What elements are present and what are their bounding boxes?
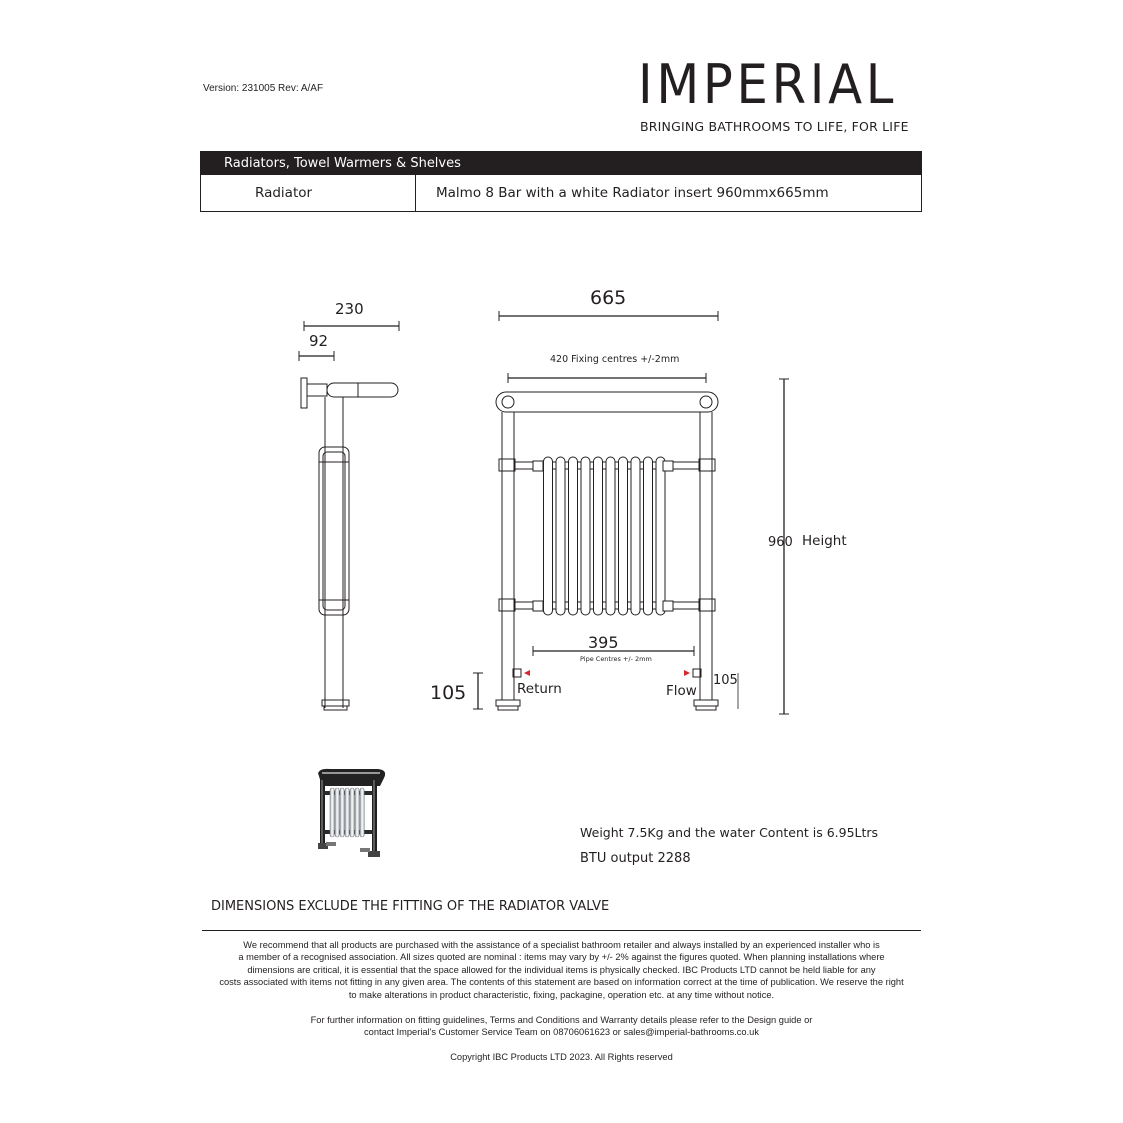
- thumbnail-column: [360, 788, 364, 837]
- contact-line: contact Imperial's Customer Service Team on 08706061623 or sales@imperial-bathrooms.co.uk: [364, 1027, 759, 1038]
- side-view: [299, 321, 399, 710]
- thumbnail-column: [330, 788, 334, 837]
- left-floor-gap: 105: [430, 682, 467, 704]
- brand-logo-text: IMPERIAL: [638, 53, 898, 116]
- thumbnail-column: [340, 788, 344, 837]
- height-value: 960: [768, 535, 793, 550]
- radiator-column: [556, 457, 565, 615]
- pipe-centres-note: Pipe Centres +/- 2mm: [580, 655, 652, 663]
- depth-total-label: 230: [335, 300, 364, 318]
- thumbnail-column: [345, 788, 349, 837]
- height-label: Height: [802, 533, 847, 549]
- dimensions-notice: DIMENSIONS EXCLUDE THE FITTING OF THE RADIATOR VALVE: [211, 899, 610, 914]
- return-arrow-icon: [524, 670, 530, 676]
- radiator-column: [581, 457, 590, 615]
- thumbnail-column: [335, 788, 339, 837]
- radiator-column: [631, 457, 640, 615]
- thumbnail-column: [355, 788, 359, 837]
- contact-text: [160, 1014, 963, 1039]
- radiator-column: [606, 457, 615, 615]
- disclaimer-line: to make alterations in product characteristic, fixing, packagine, operation etc. at any time without notice.: [348, 989, 775, 1000]
- flow-arrow-icon: [684, 670, 690, 676]
- version-text: Version: 231005 Rev: A/AF: [203, 83, 324, 94]
- product-type: Radiator: [201, 175, 416, 212]
- depth-wall-label: 92: [309, 332, 329, 350]
- copyright-text: Copyright IBC Products LTD 2023. All Rights reserved: [450, 1052, 673, 1062]
- disclaimer-text: [160, 939, 963, 1001]
- thumbnail-column: [350, 788, 354, 837]
- fixing-centres-label: 420 Fixing centres +/-2mm: [550, 354, 680, 365]
- width-label: 665: [590, 287, 627, 309]
- product-description: Malmo 8 Bar with a white Radiator insert 960mmx665mm: [436, 185, 829, 201]
- radiator-columns: [533, 457, 673, 615]
- btu-info: BTU output 2288: [580, 851, 691, 866]
- column-end-nut: [533, 461, 543, 471]
- divider: [202, 930, 921, 931]
- product-category: Radiators, Towel Warmers & Shelves: [201, 152, 921, 175]
- disclaimer-line: a member of a recognised association. All sizes quoted are nominal : items may vary by +/- 2% against the figures quoted. When planning installations where: [238, 952, 885, 963]
- disclaimer-line: We recommend that all products are purchased with the assistance of a specialist bathroom retailer and always installed by an experienced installer who is: [243, 940, 880, 950]
- pipe-centres-value: 395: [588, 633, 619, 652]
- radiator-column: [544, 457, 553, 615]
- contact-line: For further information on fitting guidelines, Terms and Conditions and Warranty details please refer to the Design guide or: [310, 1015, 813, 1025]
- disclaimer-line: dimensions are critical, it is essential that the space allowed for the individual items is physically checked. IBC Products LTD cannot be held liable for any: [247, 964, 876, 975]
- radiator-column: [594, 457, 603, 615]
- radiator-column: [656, 457, 665, 615]
- brand-tagline: BRINGING BATHROOMS TO LIFE, FOR LIFE: [640, 119, 909, 134]
- column-end-nut: [533, 601, 543, 611]
- flow-label: Flow: [666, 683, 697, 699]
- return-label: Return: [517, 681, 562, 697]
- right-floor-gap: 105: [713, 673, 738, 688]
- weight-info: Weight 7.5Kg and the water Content is 6.95Ltrs: [580, 825, 879, 840]
- radiator-column: [644, 457, 653, 615]
- column-end-nut: [663, 601, 673, 611]
- column-end-nut: [663, 461, 673, 471]
- radiator-column: [619, 457, 628, 615]
- disclaimer-line: costs associated with items not fitting in any given area. The contents of this statement are based on information correct at the time of publication. We reserve the right: [219, 977, 904, 988]
- radiator-column: [569, 457, 578, 615]
